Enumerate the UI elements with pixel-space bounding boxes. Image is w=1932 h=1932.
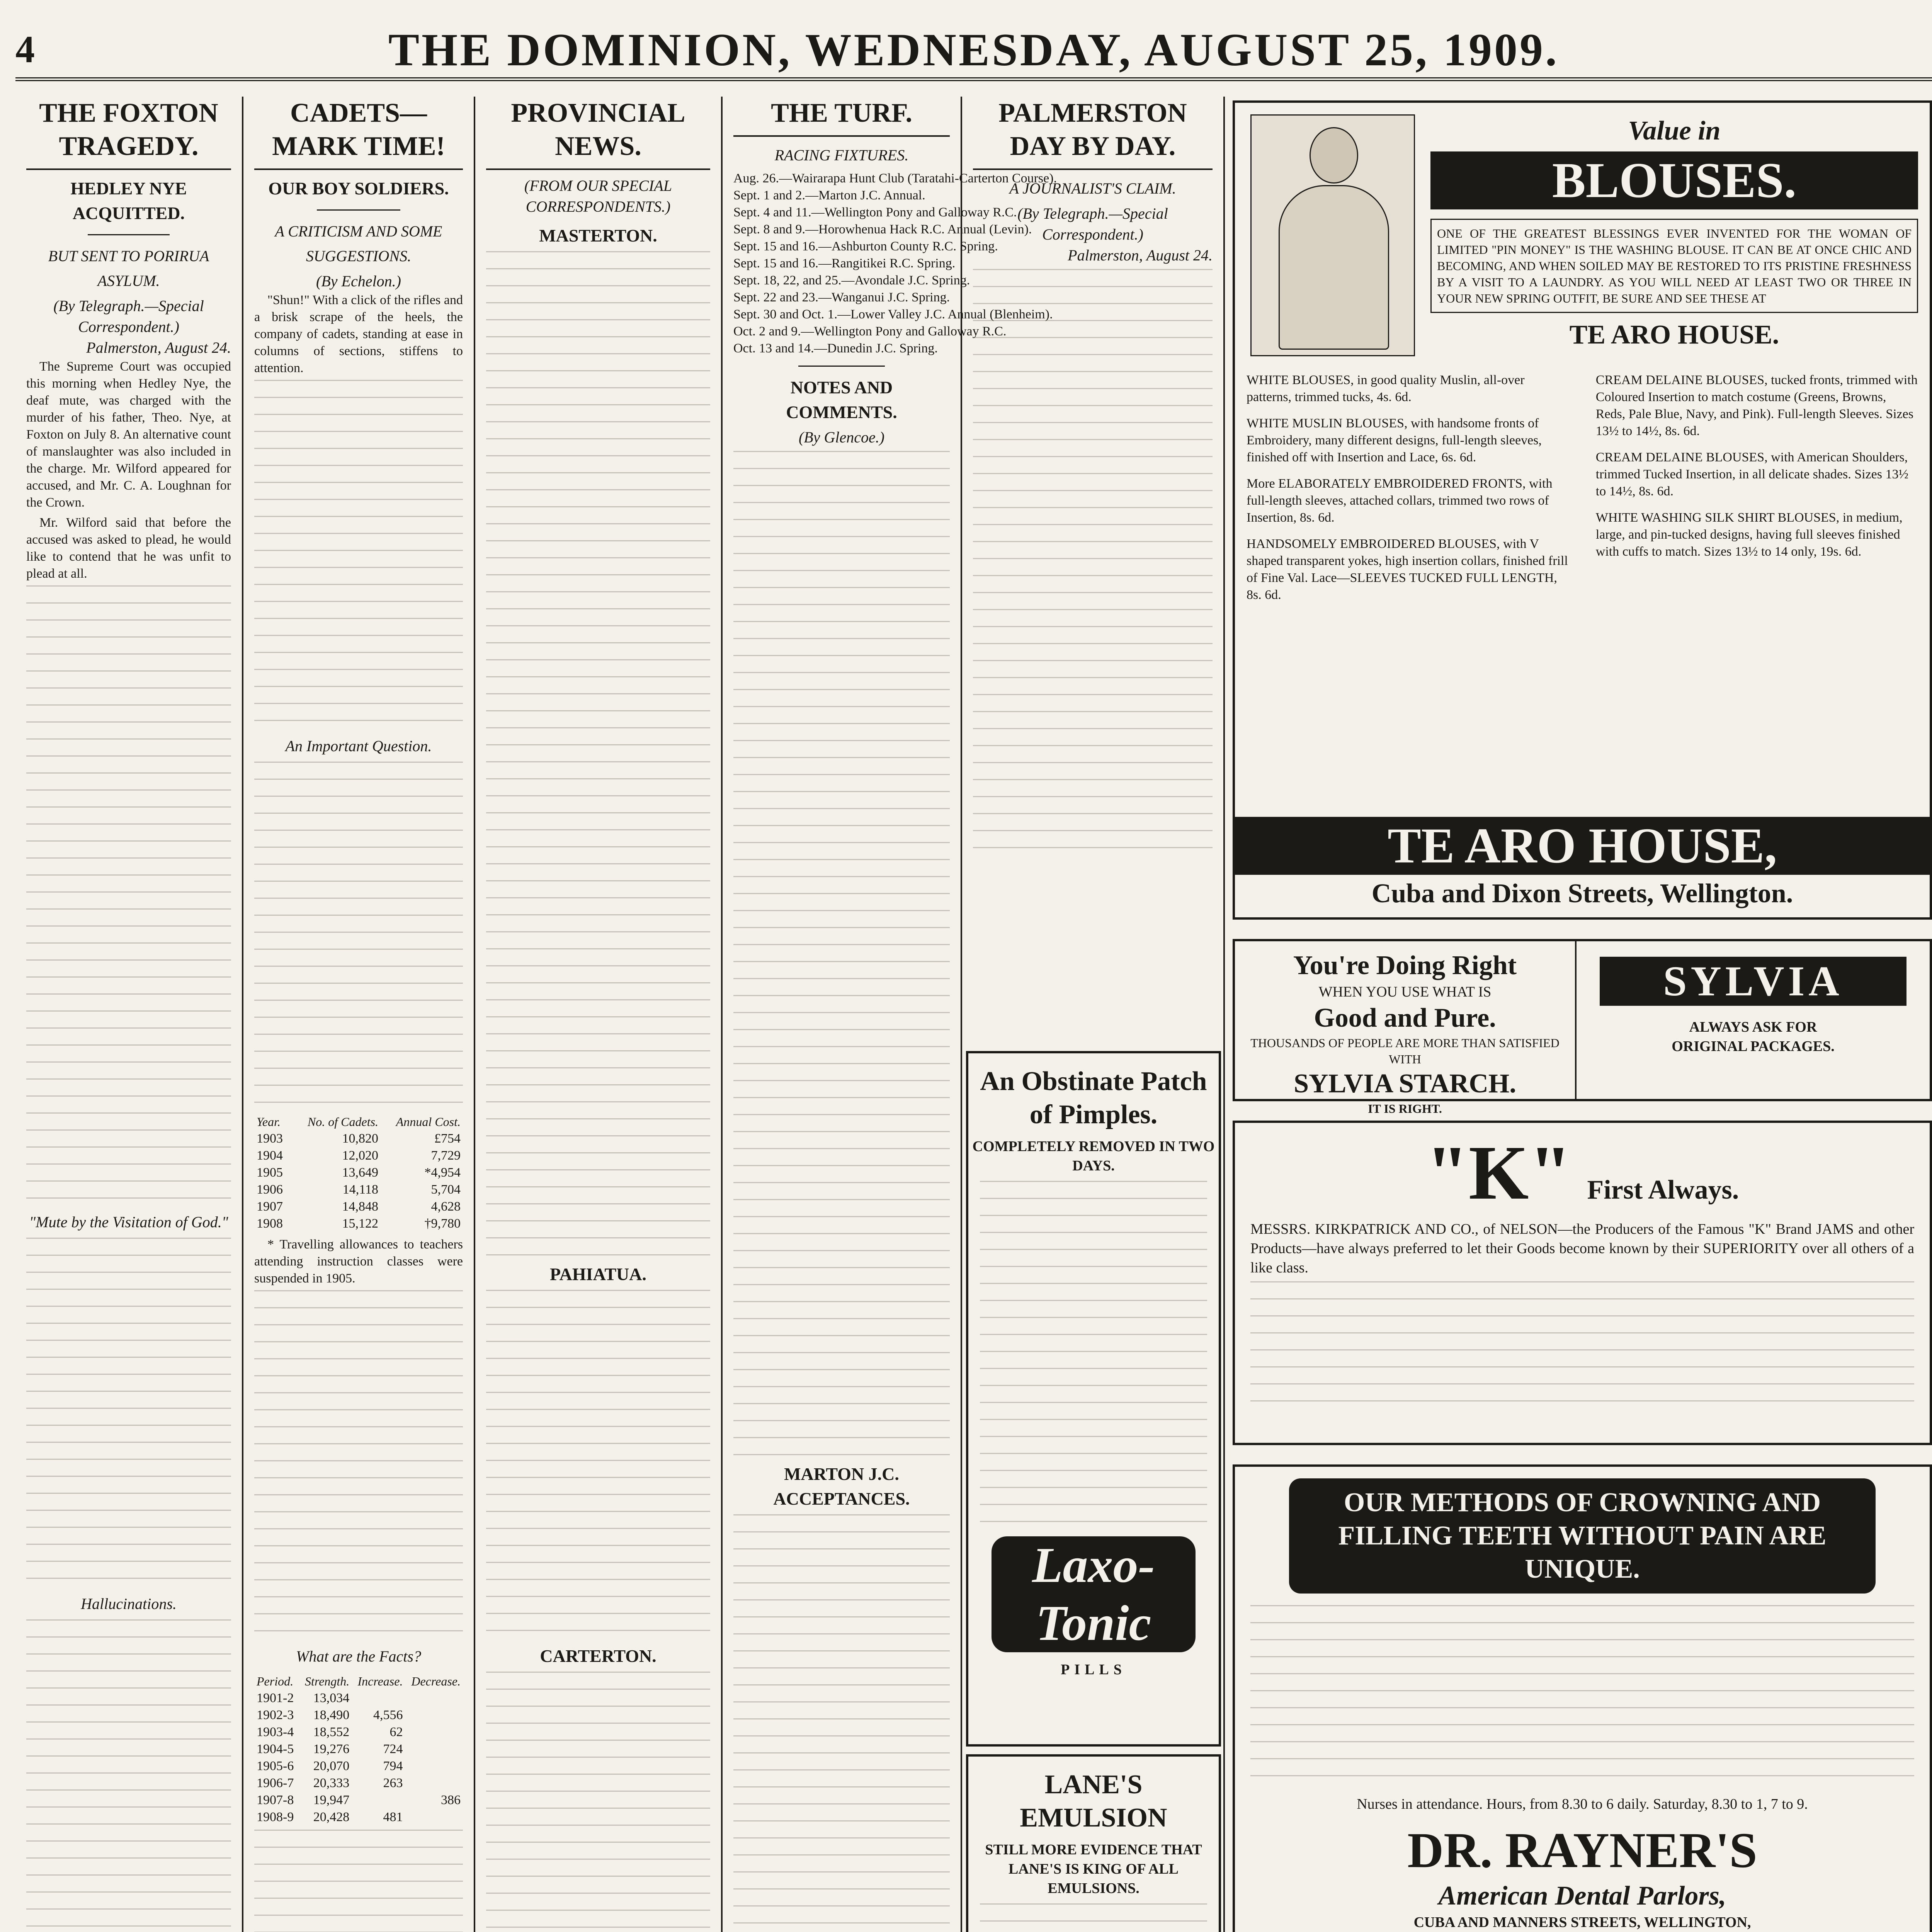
strength-table-cell xyxy=(405,1707,463,1724)
blouse-item: HANDSOMELY EMBROIDERED BLOUSES, with V shaped transparent yokes, high insertion collars, finished frill of Fine Val. Lace—SLEEVES TUCKED FULL LENGTH, 8s. 6d. xyxy=(1247,537,1568,602)
cost-table-cell: 5,704 xyxy=(431,1182,461,1197)
advert-title: An Obstinate Patch of Pimples. xyxy=(980,1066,1207,1129)
article-paragraph: Mr. Wilford said that before the accused was asked to plead, he would like to contend that he was unfit to plead at all. xyxy=(26,515,231,581)
sylvia-headline: You're Doing Right xyxy=(1293,951,1517,980)
fixture-item: Sept. 4 and 11.—Wellington Pony and Galloway R.C. xyxy=(733,205,1017,219)
cost-table-cell: 1908 xyxy=(257,1216,283,1231)
cost-table-cell: *4,954 xyxy=(424,1165,461,1180)
article-headline: PALMERSTON DAY BY DAY. xyxy=(973,97,1213,170)
strength-table-cell: 62 xyxy=(389,1725,403,1739)
strength-table-cell: 263 xyxy=(383,1776,403,1790)
strength-table-col-header: Decrease. xyxy=(411,1674,461,1688)
sylvia-logo: SYLVIA xyxy=(1600,957,1906,1006)
divider xyxy=(317,209,400,211)
blouse-item: WHITE BLOUSES, in good quality Muslin, all-over patterns, trimmed tucks, 4s. 6d. xyxy=(1247,373,1525,404)
body-text-block xyxy=(26,1619,231,1932)
strength-table-cell xyxy=(405,1741,463,1758)
strength-table-cell: 20,070 xyxy=(313,1759,350,1773)
rayner-parlors: American Dental Parlors, xyxy=(1438,1881,1726,1911)
article-credit: (By Telegraph.—Special Correspondent.) xyxy=(53,297,204,335)
article-lede: A CRITICISM AND SOME SUGGESTIONS. xyxy=(275,223,442,265)
strength-table-col-header: Strength. xyxy=(305,1674,350,1688)
advert-body-text xyxy=(1250,1281,1914,1405)
strength-table-row xyxy=(254,1758,463,1775)
cost-table-cell: 14,118 xyxy=(342,1182,379,1197)
te-aro-house-address: Cuba and Dixon Streets, Wellington. xyxy=(1371,879,1793,908)
k-slogan: First Always. xyxy=(1587,1175,1739,1205)
strength-table-cell: 20,333 xyxy=(313,1776,350,1790)
sylvia-line: THOUSANDS OF PEOPLE ARE MORE THAN SATISFIED WITH xyxy=(1250,1036,1560,1066)
strength-table-cell: 794 xyxy=(383,1759,403,1773)
advert-body-text xyxy=(980,1181,1207,1529)
strength-table-cell xyxy=(405,1690,463,1707)
rayner-headline: OUR METHODS OF CROWNING AND FILLING TEETH WITHOUT PAIN ARE UNIQUE. xyxy=(1289,1478,1876,1594)
strength-table-row xyxy=(254,1741,463,1758)
strength-table-col-header: Period. xyxy=(257,1674,294,1688)
section-heading: Hallucinations. xyxy=(81,1595,177,1612)
cost-table-col-header: No. of Cadets. xyxy=(307,1115,379,1129)
article-paragraph: "Shun!" With a click of the rifles and a brisk scrape of the heels, the company of cadets, standing at ease in columns of sections, stiffens to attention. xyxy=(254,293,463,375)
fixture-item: Sept. 15 and 16.—Rangitikei R.C. Spring. xyxy=(733,256,956,270)
strength-table-cell: 13,034 xyxy=(313,1691,350,1705)
strength-table-cell: 18,490 xyxy=(313,1708,350,1722)
fixture-item: Sept. 30 and Oct. 1.—Lower Valley J.C. Annual (Blenheim). xyxy=(733,307,1053,321)
body-text-block xyxy=(733,1514,950,1932)
town-heading: MASTERTON. xyxy=(539,226,657,245)
section-heading: RACING FIXTURES. xyxy=(774,146,909,164)
strength-table-row xyxy=(254,1690,463,1707)
strength-table-cell: 4,556 xyxy=(373,1708,403,1722)
cost-table-cell: 12,020 xyxy=(342,1148,379,1163)
cost-table-row xyxy=(254,1198,463,1215)
newspaper-title: THE DOMINION, WEDNESDAY, AUGUST 25, 1909. xyxy=(388,24,1559,75)
strength-table-row xyxy=(254,1724,463,1741)
rayner-address-1: CUBA AND MANNERS STREETS, WELLINGTON, xyxy=(1413,1914,1751,1930)
article-headline: PROVINCIAL NEWS. xyxy=(486,97,710,170)
cost-table-cell: 15,122 xyxy=(342,1216,379,1231)
strength-table-row xyxy=(254,1775,463,1792)
advert-body-text xyxy=(1250,1605,1914,1791)
article-headline: THE FOXTON TRAGEDY. xyxy=(26,97,231,170)
body-text-block xyxy=(254,1830,463,1932)
table-note: * Travelling allowances to teachers attending instruction classes were suspended in 1905. xyxy=(254,1237,463,1286)
advert-subtitle: STILL MORE EVIDENCE THAT LANE'S IS KING OF ALL EMULSIONS. xyxy=(985,1842,1202,1896)
advert-lanes-emulsion xyxy=(966,1754,1221,1932)
rayner-name: DR. RAYNER'S xyxy=(1407,1823,1757,1878)
body-text-block xyxy=(733,451,950,1456)
advert-pimples xyxy=(966,1051,1221,1747)
strength-table-row xyxy=(254,1809,463,1826)
section-heading: MARTON J.C. ACCEPTANCES. xyxy=(773,1464,910,1509)
cost-table-row xyxy=(254,1181,463,1198)
blouse-list-left xyxy=(1247,372,1569,613)
strength-table-cell: 1906-7 xyxy=(257,1776,294,1790)
article-subheadline: HEDLEY NYE ACQUITTED. xyxy=(70,179,187,223)
advert-sylvia-starch xyxy=(1233,939,1932,1116)
article-lede: BUT SENT TO PORIRUA ASYLUM. xyxy=(48,247,209,289)
cadets-strength-table xyxy=(254,1673,463,1826)
cost-table-row xyxy=(254,1147,463,1164)
fixture-item: Aug. 26.—Wairarapa Hunt Club (Taratahi-Carterton Course). xyxy=(733,171,1057,185)
sylvia-brand: SYLVIA STARCH. xyxy=(1294,1069,1516,1099)
article-credit: (By Telegraph.—Special Correspondent.) xyxy=(1017,205,1168,243)
body-text-block xyxy=(486,251,710,1256)
body-text-block xyxy=(486,1290,710,1638)
advert-subtitle: COMPLETELY REMOVED IN TWO DAYS. xyxy=(972,1138,1215,1174)
body-text-block xyxy=(26,585,231,1204)
sylvia-line: WHEN YOU USE WHAT IS xyxy=(1318,984,1492,1000)
cost-table-cell: 1906 xyxy=(257,1182,283,1197)
section-heading: An Important Question. xyxy=(285,737,432,755)
strength-table-cell xyxy=(352,1690,405,1707)
body-text-block xyxy=(486,1672,710,1932)
blouse-list-right xyxy=(1596,372,1918,613)
cost-table-cell: 7,729 xyxy=(431,1148,461,1163)
body-text-block xyxy=(26,1238,231,1585)
advert-blouses xyxy=(1233,100,1932,920)
strength-table-cell xyxy=(352,1792,405,1809)
cadets-cost-table xyxy=(254,1113,463,1232)
strength-table-cell: 19,276 xyxy=(313,1742,350,1756)
laxo-tonic-pills: PILLS xyxy=(1061,1662,1126,1678)
article-headline: THE TURF. xyxy=(733,97,950,137)
dateline: Palmerston, August 24. xyxy=(86,339,231,356)
blouse-price-list xyxy=(1235,368,1930,617)
body-text-block xyxy=(973,269,1213,849)
divider xyxy=(798,366,885,367)
cost-table-cell: £754 xyxy=(434,1131,461,1146)
masthead xyxy=(15,15,1932,81)
blouses-tagline: Value in xyxy=(1628,116,1721,146)
column-provincial-news xyxy=(475,97,723,1932)
sylvia-line: Good and Pure. xyxy=(1314,1003,1496,1033)
racing-fixtures-list xyxy=(733,170,1057,357)
blouses-title: BLOUSES. xyxy=(1430,151,1918,209)
strength-table-cell xyxy=(405,1775,463,1792)
blouse-item: CREAM DELAINE BLOUSES, tucked fronts, trimmed with Coloured Insertion to match costume (Greens, Browns, Reds, Pale Blue, Navy, and Pink). Full-length Sleeves. Sizes 13½ to 14½, 8s. 6d. xyxy=(1595,373,1918,438)
k-logo: "K" xyxy=(1425,1130,1572,1216)
town-heading: CARTERTON. xyxy=(540,1646,656,1666)
column-turf xyxy=(723,97,1057,1932)
body-text-block xyxy=(254,380,463,728)
blouse-item: CREAM DELAINE BLOUSES, with American Shoulders, trimmed Tucked Insertion, in all delicate shades. Sizes 13½ to 14½, 8s. 6d. xyxy=(1595,450,1909,498)
strength-table-cell: 20,428 xyxy=(313,1810,350,1824)
article-paragraph: The Supreme Court was occupied this morning when Hedley Nye, the deaf mute, was charged with the murder of his father, Theo. Nye, at Foxton on July 8. An alternative count of manslaughter was also included in the charge. Mr. Wilford appeared for accused, and Mr. C. A. Loughnan for the Crown. xyxy=(26,359,231,510)
strength-table-row xyxy=(254,1707,463,1724)
cost-table-cell: 14,848 xyxy=(342,1199,379,1214)
advert-body-text xyxy=(980,1903,1207,1932)
column-foxton-tragedy xyxy=(15,97,243,1932)
blouse-item: WHITE MUSLIN BLOUSES, with handsome fronts of Embroidery, many different designs, full-length sleeves, finished off with Insertion and Lace, 6s. 6d. xyxy=(1247,416,1542,464)
cost-table-row xyxy=(254,1164,463,1181)
divider xyxy=(88,234,170,235)
cost-table-row xyxy=(254,1130,463,1147)
cost-table-cell: 1904 xyxy=(257,1148,283,1163)
byline: (By Glencoe.) xyxy=(798,429,885,446)
strength-table-cell: 724 xyxy=(383,1742,403,1756)
rayner-hours: Nurses in attendance. Hours, from 8.30 to 6 daily. Saturday, 8.30 to 1, 7 to 9. xyxy=(1357,1796,1808,1812)
sylvia-line: ALWAYS ASK FOR xyxy=(1689,1019,1817,1035)
town-heading: PAHIATUA. xyxy=(549,1264,646,1284)
body-text-block xyxy=(254,762,463,1109)
dateline: Palmerston, August 24. xyxy=(1068,247,1213,264)
strength-table-cell: 1901-2 xyxy=(257,1691,294,1705)
cost-table-cell: 13,649 xyxy=(342,1165,379,1180)
strength-table-cell xyxy=(405,1724,463,1741)
cost-table-row xyxy=(254,1215,463,1232)
cost-table-cell: 4,628 xyxy=(431,1199,461,1214)
cost-table-cell: †9,780 xyxy=(424,1216,461,1231)
fixture-item: Sept. 15 and 16.—Ashburton County R.C. Spring. xyxy=(733,239,998,253)
strength-table-cell: 18,552 xyxy=(313,1725,350,1739)
laxo-tonic-logo: Laxo-Tonic xyxy=(992,1536,1196,1652)
fixture-item: Sept. 1 and 2.—Marton J.C. Annual. xyxy=(733,188,925,202)
fixture-item: Oct. 2 and 9.—Wellington Pony and Galloway R.C. xyxy=(733,324,1007,338)
strength-table-cell xyxy=(405,1809,463,1826)
article-headline: CADETS—MARK TIME! xyxy=(254,97,463,170)
strength-table-cell: 481 xyxy=(383,1810,403,1824)
k-body: MESSRS. KIRKPATRICK AND CO., of NELSON—the Producers of the Famous "K" Brand JAMS and other Products—have always preferred to let their Goods become known by their SUPERIORITY over all others of a like class. xyxy=(1250,1221,1914,1276)
advert-dr-rayner xyxy=(1233,1464,1932,1932)
fixture-item: Oct. 13 and 14.—Dunedin J.C. Spring. xyxy=(733,341,938,355)
fixture-item: Sept. 22 and 23.—Wanganui J.C. Spring. xyxy=(733,290,950,304)
sylvia-line: IT IS RIGHT. xyxy=(1368,1102,1442,1116)
strength-table-cell: 1903-4 xyxy=(257,1725,294,1739)
strength-table-cell: 1904-5 xyxy=(257,1742,294,1756)
article-subheadline: A JOURNALIST'S CLAIM. xyxy=(1009,180,1176,197)
page-number: 4 xyxy=(15,28,35,71)
section-heading: "Mute by the Visitation of God." xyxy=(29,1213,228,1231)
strength-table-cell: 1902-3 xyxy=(257,1708,294,1722)
strength-table-cell: 1908-9 xyxy=(257,1810,294,1824)
fixture-item: Sept. 8 and 9.—Horowhenua Hack R.C. Annual (Levin). xyxy=(733,222,1032,236)
article-credit: (FROM OUR SPECIAL CORRESPONDENTS.) xyxy=(524,177,672,215)
te-aro-house-banner: TE ARO HOUSE, xyxy=(1235,817,1930,875)
te-aro-house-top: TE ARO HOUSE. xyxy=(1569,320,1779,350)
section-heading: NOTES AND COMMENTS. xyxy=(786,378,897,422)
strength-table-cell: 1905-6 xyxy=(257,1759,294,1773)
strength-table-cell: 19,947 xyxy=(313,1793,350,1807)
strength-table-cell xyxy=(405,1758,463,1775)
fixture-item: Sept. 18, 22, and 25.—Avondale J.C. Spring. xyxy=(733,273,970,287)
strength-table-cell: 386 xyxy=(441,1793,461,1807)
body-text-block xyxy=(254,1290,463,1638)
cost-table-cell: 10,820 xyxy=(342,1131,379,1146)
cost-table-cell: 1905 xyxy=(257,1165,283,1180)
lady-illustration xyxy=(1250,114,1415,356)
advert-title: LANE'S EMULSION xyxy=(1020,1770,1167,1833)
strength-table-row xyxy=(254,1792,463,1809)
cost-table-col-header: Year. xyxy=(257,1115,281,1129)
blouse-item: More ELABORATELY EMBROIDERED FRONTS, with full-length sleeves, attached collars, trimmed two rows of Insertion, 8s. 6d. xyxy=(1247,476,1553,525)
section-heading: What are the Facts? xyxy=(296,1648,421,1665)
column-cadets xyxy=(243,97,475,1932)
cost-table-cell: 1903 xyxy=(257,1131,283,1146)
strength-table-cell: 1907-8 xyxy=(257,1793,294,1807)
byline: (By Echelon.) xyxy=(316,272,401,290)
article-subheadline: OUR BOY SOLDIERS. xyxy=(268,179,449,198)
blouses-intro: ONE OF THE GREATEST BLESSINGS EVER INVENTED FOR THE WOMAN OF LIMITED "PIN MONEY" IS THE WASHING BLOUSE. IT CAN BE AT ONCE CHIC AND BECOMING, AND WHEN SOILED MAY BE RESTORED TO ITS PRISTINE FRESHNESS BY A VISIT TO A LAUNDRY. AS YOU WILL NEED AT LEAST TWO OR THREE IN YOUR NEW SPRING OUTFIT, BE SURE AND SEE THESE AT xyxy=(1430,219,1918,313)
advert-k-brand xyxy=(1233,1121,1932,1445)
blouse-item: WHITE WASHING SILK SHIRT BLOUSES, in medium, large, and pin-tucked designs, having full sleeves finished with cuffs to match. Sizes 13½ to 14 only, 19s. 6d. xyxy=(1595,510,1903,559)
cost-table-col-header: Annual Cost. xyxy=(396,1115,461,1129)
cost-table-cell: 1907 xyxy=(257,1199,283,1214)
strength-table-col-header: Increase. xyxy=(357,1674,403,1688)
sylvia-line: ORIGINAL PACKAGES. xyxy=(1672,1038,1835,1054)
